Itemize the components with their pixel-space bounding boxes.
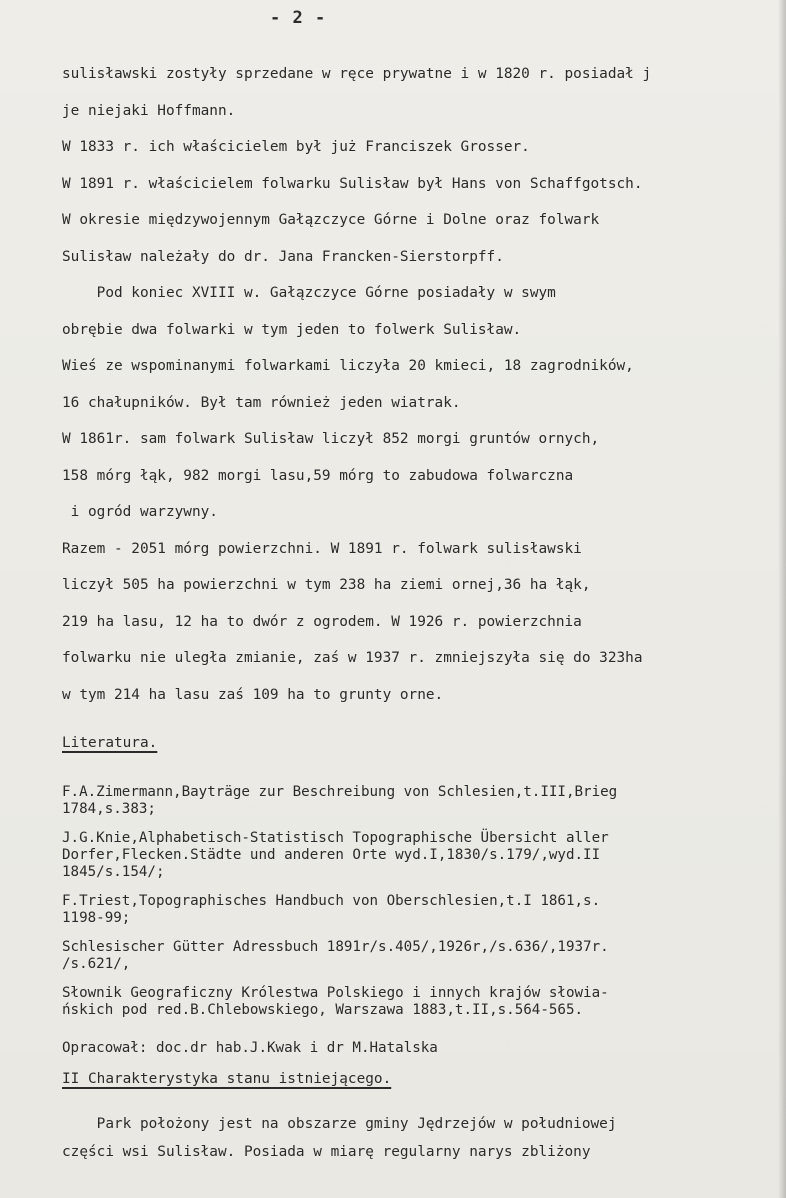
reference-line: 1845/s.154/; (62, 864, 165, 880)
text-line: W 1833 r. ich właścicielem był już Franciszek Grosser. (62, 139, 530, 155)
reference-line: Dorfer,Flecken.Städte und anderen Orte wyd.I,1830/s.179/,wyd.II (62, 847, 601, 863)
text-line: W 1861r. sam folwark Sulisław liczył 852 morgi gruntów ornych, (62, 431, 600, 447)
text-line: W 1891 r. właścicielem folwarku Sulisław był Hans von Schaffgotsch. (62, 175, 643, 192)
text-line: części wsi Sulisław. Posiada w miarę regularny narys zbliżony (62, 1144, 591, 1160)
reference-line: Schlesischer Gütter Adressbuch 1891r/s.405/,1926r,/s.636/,1937r. (62, 939, 609, 955)
reference-item (62, 985, 782, 1019)
text-line: 158 mórg łąk, 982 morgi lasu,59 mórg to zabudowa folwarczna (62, 467, 574, 484)
reference-item (62, 893, 782, 927)
section-text (62, 1110, 782, 1166)
text-line: obrębie dwa folwarki w tym jeden to folwerk Sulisław. (62, 321, 522, 338)
prepared-by: Opracował: doc.dr hab.J.Kwak i dr M.Hatalska (62, 1040, 438, 1056)
text-line: W okresie międzywojennym Gałązczyce Górne i Dolne oraz folwark (62, 212, 600, 228)
reference-line: 1198-99; (62, 910, 131, 926)
reference-line: F.Triest,Topographisches Handbuch von Oberschlesien,t.I 1861,s. (62, 893, 601, 909)
text-line: Park położony jest na obszarze gminy Jędrzejów w południowej (62, 1116, 617, 1132)
reference-item (62, 830, 782, 881)
text-line: i ogród warzywny. (62, 504, 218, 520)
page-number: - 2 - (270, 8, 327, 28)
text-line: liczył 505 ha powierzchni w tym 238 ha ziemi ornej,36 ha łąk, (62, 577, 591, 593)
reference-line: Słownik Geograficzny Królestwa Polskiego i innych krajów słowia- (62, 985, 609, 1001)
text-line: sulisławski zostyły sprzedane w ręce prywatne i w 1820 r. posiadał j (62, 66, 652, 82)
text-line: w tym 214 ha lasu zaś 109 ha to grunty orne. (62, 686, 444, 703)
text-line: Razem - 2051 mórg powierzchni. W 1891 r. folwark sulisławski (62, 540, 582, 557)
text-line: folwarku nie uległa zmianie, zaś w 1937 r. zmniejszyła się do 323ha (62, 650, 643, 666)
reference-line: ńskich pod red.B.Chlebowskiego, Warszawa 1883,t.II,s.564-565. (62, 1002, 584, 1018)
reference-line: F.A.Zimermann,Bayträge zur Beschreibung von Schlesien,t.III,Brieg (62, 784, 618, 800)
reference-line: /s.621/, (62, 956, 131, 972)
reference-item (62, 784, 782, 818)
section-heading: II Charakterystyka stanu istniejącego. (62, 1071, 392, 1087)
text-line: Sulisław należały do dr. Jana Francken-Sierstorpff. (62, 248, 504, 265)
text-line: 219 ha lasu, 12 ha to dwór z ogrodem. W 1926 r. powierzchnia (62, 613, 582, 630)
reference-line: J.G.Knie,Alphabetisch-Statistisch Topographische Übersicht aller (62, 830, 609, 846)
text-line: Pod koniec XVIII w. Gałązczyce Górne posiadały w swym (62, 285, 556, 301)
text-line: je niejaki Hoffmann. (62, 102, 236, 119)
literature-heading: Literatura. (62, 735, 158, 751)
reference-item (62, 939, 782, 973)
text-line: 16 chałupników. Był tam również jeden wiatrak. (62, 394, 461, 411)
references-list (62, 784, 782, 1031)
body-text (62, 56, 782, 713)
text-line: Wieś ze wspominanymi folwarkami liczyła 20 kmieci, 18 zagrodników, (62, 358, 634, 374)
reference-line: 1784,s.383; (62, 801, 156, 817)
